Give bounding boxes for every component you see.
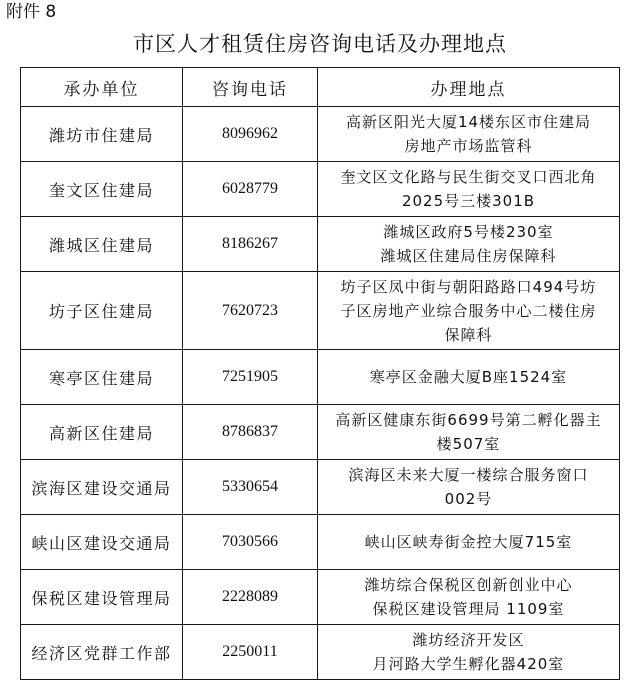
- unit-cell: 坊子区住建局: [21, 272, 183, 350]
- address-line: 002号: [444, 490, 493, 508]
- attachment-label: 附件 8: [6, 2, 57, 22]
- unit-cell: 潍城区住建局: [21, 217, 183, 272]
- unit-cell: 滨海区建设交通局: [21, 460, 183, 515]
- phone-cell: 6028779: [183, 162, 318, 217]
- table-row: [21, 460, 620, 515]
- phone-cell: 7030566: [183, 515, 318, 570]
- phone-cell: 7251905: [183, 350, 318, 405]
- address-line: 滨海区未来大厦一楼综合服务窗口: [348, 466, 589, 484]
- address-line: 2025号三楼301B: [401, 192, 536, 210]
- table-row: [21, 570, 620, 625]
- page-title: 市区人才租赁住房咨询电话及办理地点: [133, 32, 507, 56]
- phone-cell: 2228089: [183, 570, 318, 625]
- address-line: 潍城区住建局住房保障科: [380, 247, 557, 265]
- address-cell: [318, 350, 620, 405]
- unit-cell: 保税区建设管理局: [21, 570, 183, 625]
- address-line: 峡山区峡寿街金控大厦715室: [364, 533, 573, 551]
- address-cell: [318, 405, 620, 460]
- phone-cell: 5330654: [183, 460, 318, 515]
- address-line: 月河路大学生孵化器420室: [372, 655, 565, 673]
- table-row: [21, 217, 620, 272]
- address-line: 坊子区凤中街与朝阳路路口494号坊: [340, 277, 597, 296]
- header-unit: 承办单位: [21, 68, 183, 107]
- address-line: 楼507室: [436, 435, 501, 453]
- address-line: 高新区阳光大厦14楼东区市住建局: [345, 113, 592, 131]
- address-line: 高新区健康东街6699号第二孵化器主: [335, 411, 602, 429]
- address-cell: [318, 460, 620, 515]
- phone-cell: 8096962: [183, 107, 318, 162]
- table-row: [21, 272, 620, 350]
- unit-cell: 潍坊市住建局: [21, 107, 183, 162]
- address-cell: [318, 570, 620, 625]
- unit-cell: 经济区党群工作部: [21, 625, 183, 680]
- address-line: 寒亭区金融大厦B座1524室: [369, 368, 568, 386]
- address-cell: [318, 217, 620, 272]
- address-line: 子区房地产业综合服务中心二楼住房: [340, 301, 597, 320]
- address-line: 潍城区政府5号楼230室: [383, 223, 554, 241]
- header-address: 办理地点: [318, 68, 620, 107]
- table-header-row: [21, 68, 620, 107]
- address-cell: [318, 107, 620, 162]
- table-row: [21, 162, 620, 217]
- unit-cell: 高新区住建局: [21, 405, 183, 460]
- address-line: 潍坊综合保税区创新创业中心: [364, 576, 573, 594]
- table-row: [21, 515, 620, 570]
- address-line: 保税区建设管理局 1109室: [372, 600, 565, 618]
- address-line: 潍坊经济开发区: [412, 631, 525, 649]
- unit-cell: 奎文区住建局: [21, 162, 183, 217]
- address-cell: [318, 625, 620, 680]
- table-row: [21, 350, 620, 405]
- phone-cell: 2250011: [183, 625, 318, 680]
- address-cell: [318, 272, 620, 350]
- table-row: [21, 107, 620, 162]
- phone-cell: 7620723: [183, 272, 318, 350]
- table-row: [21, 625, 620, 680]
- phone-cell: 8786837: [183, 405, 318, 460]
- header-phone: 咨询电话: [183, 68, 318, 107]
- address-cell: [318, 515, 620, 570]
- contact-table: [20, 67, 620, 680]
- address-cell: [318, 162, 620, 217]
- unit-cell: 寒亭区住建局: [21, 350, 183, 405]
- address-line: 保障科: [444, 325, 493, 344]
- address-line: 奎文区文化路与民生街交叉口西北角: [340, 168, 597, 186]
- table-row: [21, 405, 620, 460]
- phone-cell: 8186267: [183, 217, 318, 272]
- address-line: 房地产市场监管科: [404, 137, 533, 155]
- table-body: [21, 107, 620, 680]
- unit-cell: 峡山区建设交通局: [21, 515, 183, 570]
